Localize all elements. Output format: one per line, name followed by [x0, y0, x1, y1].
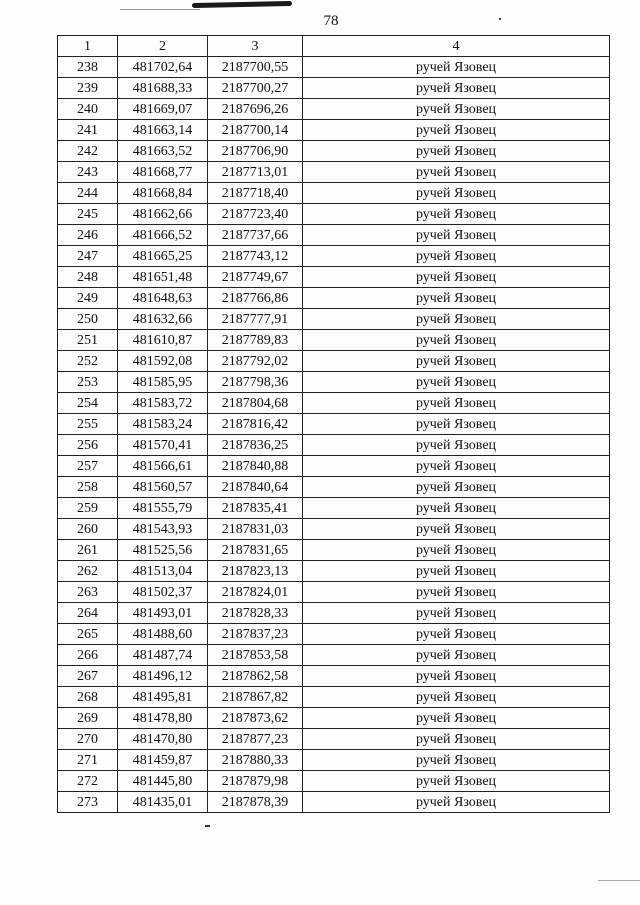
y-coordinate-cell: 2187879,98 — [208, 771, 303, 792]
table-row — [58, 435, 610, 456]
description-cell: ручей Язовец — [303, 498, 610, 519]
y-coordinate-cell: 2187823,13 — [208, 561, 303, 582]
description-cell: ручей Язовец — [303, 477, 610, 498]
point-number-cell: 243 — [58, 162, 118, 183]
table-row — [58, 246, 610, 267]
y-coordinate-cell: 2187835,41 — [208, 498, 303, 519]
header-row — [58, 36, 610, 57]
y-coordinate-cell: 2187798,36 — [208, 372, 303, 393]
y-coordinate-cell: 2187700,27 — [208, 78, 303, 99]
point-number-cell: 249 — [58, 288, 118, 309]
x-coordinate-cell: 481663,14 — [118, 120, 208, 141]
y-coordinate-cell: 2187824,01 — [208, 582, 303, 603]
point-number-cell: 247 — [58, 246, 118, 267]
table-row — [58, 624, 610, 645]
description-cell: ручей Язовец — [303, 141, 610, 162]
scan-artifact — [499, 18, 501, 20]
x-coordinate-cell: 481495,81 — [118, 687, 208, 708]
description-cell: ручей Язовец — [303, 225, 610, 246]
table-row — [58, 729, 610, 750]
table-row — [58, 645, 610, 666]
x-coordinate-cell: 481560,57 — [118, 477, 208, 498]
point-number-cell: 238 — [58, 57, 118, 78]
description-cell: ручей Язовец — [303, 750, 610, 771]
point-number-cell: 253 — [58, 372, 118, 393]
y-coordinate-cell: 2187700,14 — [208, 120, 303, 141]
point-number-cell: 248 — [58, 267, 118, 288]
y-coordinate-cell: 2187766,86 — [208, 288, 303, 309]
point-number-cell: 258 — [58, 477, 118, 498]
table-row — [58, 141, 610, 162]
table-row — [58, 99, 610, 120]
x-coordinate-cell: 481583,24 — [118, 414, 208, 435]
y-coordinate-cell: 2187723,40 — [208, 204, 303, 225]
description-cell: ручей Язовец — [303, 561, 610, 582]
description-cell: ручей Язовец — [303, 666, 610, 687]
description-cell: ручей Язовец — [303, 204, 610, 225]
scan-artifact — [205, 825, 210, 827]
description-cell: ручей Язовец — [303, 771, 610, 792]
y-coordinate-cell: 2187831,65 — [208, 540, 303, 561]
x-coordinate-cell: 481470,80 — [118, 729, 208, 750]
y-coordinate-cell: 2187743,12 — [208, 246, 303, 267]
x-coordinate-cell: 481570,41 — [118, 435, 208, 456]
point-number-cell: 262 — [58, 561, 118, 582]
table-row — [58, 57, 610, 78]
x-coordinate-cell: 481493,01 — [118, 603, 208, 624]
point-number-cell: 268 — [58, 687, 118, 708]
scan-artifact — [192, 1, 292, 8]
description-cell: ручей Язовец — [303, 267, 610, 288]
x-coordinate-cell: 481496,12 — [118, 666, 208, 687]
y-coordinate-cell: 2187877,23 — [208, 729, 303, 750]
description-cell: ручей Язовец — [303, 603, 610, 624]
x-coordinate-cell: 481543,93 — [118, 519, 208, 540]
table-row — [58, 78, 610, 99]
description-cell: ручей Язовец — [303, 330, 610, 351]
point-number-cell: 240 — [58, 99, 118, 120]
description-cell: ручей Язовец — [303, 351, 610, 372]
y-coordinate-cell: 2187777,91 — [208, 309, 303, 330]
x-coordinate-cell: 481610,87 — [118, 330, 208, 351]
point-number-cell: 267 — [58, 666, 118, 687]
point-number-cell: 263 — [58, 582, 118, 603]
description-cell: ручей Язовец — [303, 414, 610, 435]
description-cell: ручей Язовец — [303, 393, 610, 414]
description-cell: ручей Язовец — [303, 57, 610, 78]
point-number-cell: 260 — [58, 519, 118, 540]
page-number: 78 — [323, 13, 339, 29]
x-coordinate-cell: 481663,52 — [118, 141, 208, 162]
table-row — [58, 162, 610, 183]
point-number-cell: 271 — [58, 750, 118, 771]
table-row — [58, 204, 610, 225]
column-header-description: 4 — [303, 36, 610, 57]
description-cell: ручей Язовец — [303, 519, 610, 540]
point-number-cell: 265 — [58, 624, 118, 645]
point-number-cell: 272 — [58, 771, 118, 792]
table-row — [58, 393, 610, 414]
table-row — [58, 351, 610, 372]
description-cell: ручей Язовец — [303, 78, 610, 99]
y-coordinate-cell: 2187749,67 — [208, 267, 303, 288]
point-number-cell: 257 — [58, 456, 118, 477]
x-coordinate-cell: 481585,95 — [118, 372, 208, 393]
point-number-cell: 245 — [58, 204, 118, 225]
x-coordinate-cell: 481487,74 — [118, 645, 208, 666]
description-cell: ручей Язовец — [303, 309, 610, 330]
x-coordinate-cell: 481662,66 — [118, 204, 208, 225]
x-coordinate-cell: 481648,63 — [118, 288, 208, 309]
table-row — [58, 561, 610, 582]
x-coordinate-cell: 481478,80 — [118, 708, 208, 729]
scan-artifact — [120, 9, 200, 10]
description-cell: ручей Язовец — [303, 120, 610, 141]
description-cell: ручей Язовец — [303, 456, 610, 477]
table-row — [58, 183, 610, 204]
point-number-cell: 270 — [58, 729, 118, 750]
x-coordinate-cell: 481555,79 — [118, 498, 208, 519]
y-coordinate-cell: 2187831,03 — [208, 519, 303, 540]
point-number-cell: 259 — [58, 498, 118, 519]
description-cell: ручей Язовец — [303, 708, 610, 729]
table-row — [58, 666, 610, 687]
x-coordinate-cell: 481702,64 — [118, 57, 208, 78]
y-coordinate-cell: 2187840,88 — [208, 456, 303, 477]
point-number-cell: 269 — [58, 708, 118, 729]
y-coordinate-cell: 2187836,25 — [208, 435, 303, 456]
point-number-cell: 239 — [58, 78, 118, 99]
x-coordinate-cell: 481632,66 — [118, 309, 208, 330]
x-coordinate-cell: 481566,61 — [118, 456, 208, 477]
table-row — [58, 267, 610, 288]
table-row — [58, 582, 610, 603]
point-number-cell: 255 — [58, 414, 118, 435]
x-coordinate-cell: 481665,25 — [118, 246, 208, 267]
x-coordinate-cell: 481513,04 — [118, 561, 208, 582]
point-number-cell: 241 — [58, 120, 118, 141]
y-coordinate-cell: 2187696,26 — [208, 99, 303, 120]
table-row — [58, 687, 610, 708]
y-coordinate-cell: 2187789,83 — [208, 330, 303, 351]
table-row — [58, 288, 610, 309]
x-coordinate-cell: 481525,56 — [118, 540, 208, 561]
scan-artifact — [598, 880, 640, 881]
table-row — [58, 225, 610, 246]
table-row — [58, 498, 610, 519]
x-coordinate-cell: 481488,60 — [118, 624, 208, 645]
x-coordinate-cell: 481502,37 — [118, 582, 208, 603]
description-cell: ручей Язовец — [303, 99, 610, 120]
y-coordinate-cell: 2187816,42 — [208, 414, 303, 435]
x-coordinate-cell: 481435,01 — [118, 792, 208, 813]
point-number-cell: 261 — [58, 540, 118, 561]
point-number-cell: 242 — [58, 141, 118, 162]
x-coordinate-cell: 481651,48 — [118, 267, 208, 288]
column-header-x: 2 — [118, 36, 208, 57]
point-number-cell: 266 — [58, 645, 118, 666]
point-number-cell: 246 — [58, 225, 118, 246]
column-header-point-number: 1 — [58, 36, 118, 57]
y-coordinate-cell: 2187828,33 — [208, 603, 303, 624]
table-row — [58, 750, 610, 771]
table-row — [58, 120, 610, 141]
table-header — [58, 36, 610, 57]
y-coordinate-cell: 2187873,62 — [208, 708, 303, 729]
table-row — [58, 456, 610, 477]
description-cell: ручей Язовец — [303, 162, 610, 183]
y-coordinate-cell: 2187880,33 — [208, 750, 303, 771]
x-coordinate-cell: 481668,77 — [118, 162, 208, 183]
description-cell: ручей Язовец — [303, 183, 610, 204]
x-coordinate-cell: 481459,87 — [118, 750, 208, 771]
y-coordinate-cell: 2187862,58 — [208, 666, 303, 687]
y-coordinate-cell: 2187718,40 — [208, 183, 303, 204]
x-coordinate-cell: 481583,72 — [118, 393, 208, 414]
table-row — [58, 309, 610, 330]
point-number-cell: 254 — [58, 393, 118, 414]
y-coordinate-cell: 2187706,90 — [208, 141, 303, 162]
x-coordinate-cell: 481666,52 — [118, 225, 208, 246]
table-body — [58, 57, 610, 813]
y-coordinate-cell: 2187853,58 — [208, 645, 303, 666]
y-coordinate-cell: 2187837,23 — [208, 624, 303, 645]
description-cell: ручей Язовец — [303, 645, 610, 666]
y-coordinate-cell: 2187737,66 — [208, 225, 303, 246]
point-number-cell: 264 — [58, 603, 118, 624]
description-cell: ручей Язовец — [303, 729, 610, 750]
point-number-cell: 273 — [58, 792, 118, 813]
column-header-y: 3 — [208, 36, 303, 57]
point-number-cell: 251 — [58, 330, 118, 351]
description-cell: ручей Язовец — [303, 435, 610, 456]
description-cell: ручей Язовец — [303, 288, 610, 309]
y-coordinate-cell: 2187700,55 — [208, 57, 303, 78]
x-coordinate-cell: 481669,07 — [118, 99, 208, 120]
y-coordinate-cell: 2187840,64 — [208, 477, 303, 498]
x-coordinate-cell: 481688,33 — [118, 78, 208, 99]
coordinates-table — [57, 35, 610, 813]
point-number-cell: 244 — [58, 183, 118, 204]
point-number-cell: 250 — [58, 309, 118, 330]
table-row — [58, 603, 610, 624]
table-row — [58, 540, 610, 561]
table-row — [58, 372, 610, 393]
description-cell: ручей Язовец — [303, 624, 610, 645]
y-coordinate-cell: 2187792,02 — [208, 351, 303, 372]
x-coordinate-cell: 481445,80 — [118, 771, 208, 792]
table-row — [58, 708, 610, 729]
table-row — [58, 330, 610, 351]
table-row — [58, 477, 610, 498]
description-cell: ручей Язовец — [303, 540, 610, 561]
y-coordinate-cell: 2187713,01 — [208, 162, 303, 183]
x-coordinate-cell: 481668,84 — [118, 183, 208, 204]
y-coordinate-cell: 2187878,39 — [208, 792, 303, 813]
table-row — [58, 519, 610, 540]
table-row — [58, 771, 610, 792]
table-row — [58, 414, 610, 435]
point-number-cell: 252 — [58, 351, 118, 372]
description-cell: ручей Язовец — [303, 246, 610, 267]
description-cell: ручей Язовец — [303, 582, 610, 603]
y-coordinate-cell: 2187867,82 — [208, 687, 303, 708]
x-coordinate-cell: 481592,08 — [118, 351, 208, 372]
description-cell: ручей Язовец — [303, 687, 610, 708]
description-cell: ручей Язовец — [303, 792, 610, 813]
point-number-cell: 256 — [58, 435, 118, 456]
y-coordinate-cell: 2187804,68 — [208, 393, 303, 414]
description-cell: ручей Язовец — [303, 372, 610, 393]
table-row — [58, 792, 610, 813]
